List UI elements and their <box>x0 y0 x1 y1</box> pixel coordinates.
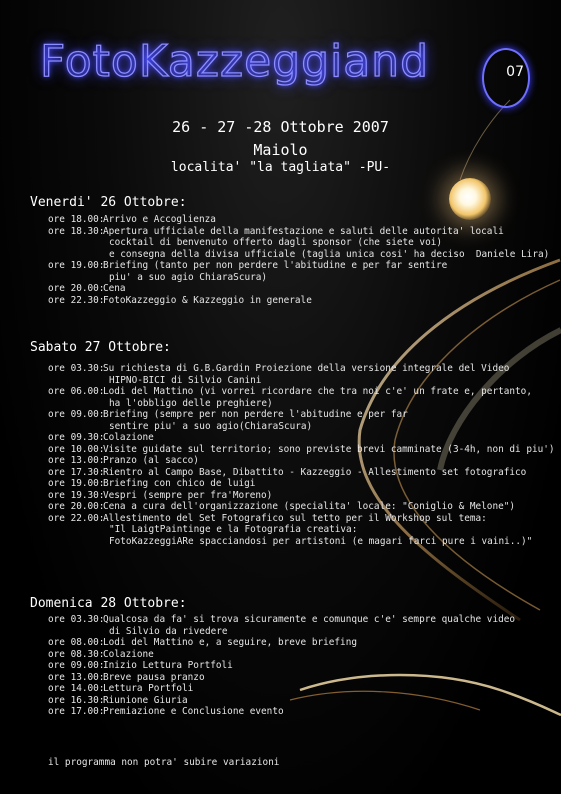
row-desc: HIPNO-BICI di Silvio Canini <box>109 374 262 386</box>
row-desc: e consegna della divisa ufficiale (taglia unica cosi' ha deciso Daniele Lira) <box>109 248 550 260</box>
schedule-row <box>48 363 555 375</box>
row-time: ore 22.30: <box>48 294 105 306</box>
schedule-row <box>48 398 555 410</box>
row-time: ore 14.00: <box>48 683 105 694</box>
schedule-row <box>48 649 515 661</box>
schedule-row <box>48 295 549 307</box>
schedule-row <box>48 444 555 456</box>
schedule-row <box>48 409 555 421</box>
row-desc: Rientro al Campo Base, Dibattito - Kazzeggio - Allestimento set fotografico <box>103 466 527 478</box>
schedule-row <box>48 237 549 249</box>
row-time: ore 19.00: <box>48 260 105 271</box>
row-time <box>48 524 103 536</box>
day-title-friday: Venerdi' 26 Ottobre: <box>30 195 187 210</box>
row-desc: Lettura Portfoli <box>103 683 194 694</box>
logo-year: 07 <box>506 64 524 80</box>
row-time: ore 20.00: <box>48 283 105 294</box>
row-desc: Apertura ufficiale della manifestazione e saluti delle autorita' locali <box>103 225 504 237</box>
row-desc: Cena <box>103 283 126 294</box>
event-place: Maiolo <box>253 141 308 159</box>
row-time: ore 20.00: <box>48 501 105 512</box>
logo-text: FotoKazzeggiand <box>40 36 429 87</box>
row-desc: Riunione Giuria <box>103 694 188 706</box>
row-time: ore 09.00: <box>48 660 105 671</box>
row-desc: FotoKazzeggiARe spacciandosi per artistoni (e magari farci pure i vaini..)" <box>109 535 533 547</box>
row-time <box>48 626 103 638</box>
schedule-row <box>48 272 549 284</box>
row-time: ore 13.00: <box>48 671 105 683</box>
schedule-row <box>48 695 515 707</box>
row-desc: di Silvio da rivedere <box>109 625 228 637</box>
schedule-row <box>48 683 515 695</box>
schedule-row <box>48 478 555 490</box>
schedule-row <box>48 386 555 398</box>
schedule-row <box>48 536 555 548</box>
row-time: ore 16.30: <box>48 694 105 706</box>
row-time <box>48 421 103 433</box>
schedule-row <box>48 467 555 479</box>
event-locality: localita' "la tagliata" -PU- <box>170 160 391 175</box>
schedule-sunday <box>48 614 515 718</box>
row-time <box>48 237 103 249</box>
schedule-row <box>48 524 555 536</box>
row-desc: Allestimento del Set Fotografico sul tetto per il Workshop sul tema: <box>103 512 487 524</box>
row-desc: Visite guidate sul territorio; sono previste brevi camminate (3-4h, non di piu') <box>103 443 555 455</box>
row-time <box>48 398 103 410</box>
schedule-row <box>48 490 555 502</box>
schedule-row <box>48 501 555 513</box>
schedule-row <box>48 375 555 387</box>
row-time: ore 18.30: <box>48 225 105 237</box>
schedule-row <box>48 513 555 525</box>
row-time: ore 19.00: <box>48 478 105 489</box>
schedule-row <box>48 432 555 444</box>
schedule-row <box>48 637 515 649</box>
row-time: ore 06.00: <box>48 386 105 397</box>
schedule-row <box>48 455 555 467</box>
row-time: ore 18.00: <box>48 214 105 225</box>
schedule-row <box>48 706 515 718</box>
row-desc: Breve pausa pranzo <box>103 671 205 683</box>
row-time: ore 22.00: <box>48 512 105 524</box>
event-logo <box>40 30 530 110</box>
schedule-row <box>48 672 515 684</box>
row-time: ore 17.00: <box>48 706 105 717</box>
schedule-row <box>48 283 549 295</box>
row-time <box>48 375 103 387</box>
row-desc: Briefing con chico de luigi <box>103 478 256 489</box>
row-desc: piu' a suo agio ChiaraScura) <box>109 271 268 283</box>
footer-note: il programma non potra' subire variazioni <box>48 757 280 768</box>
schedule-row <box>48 226 549 238</box>
row-time: ore 09.30: <box>48 432 105 443</box>
row-desc: FotoKazzeggio & Kazzeggio in generale <box>103 294 312 306</box>
row-time <box>48 272 103 284</box>
schedule-row <box>48 421 555 433</box>
row-time: ore 19.30: <box>48 489 105 501</box>
row-desc: Inizio Lettura Portfoli <box>103 660 233 671</box>
schedule-row <box>48 214 549 226</box>
schedule-row <box>48 260 549 272</box>
event-dates: 26 - 27 -28 Ottobre 2007 <box>172 118 389 136</box>
day-title-sunday: Domenica 28 Ottobre: <box>30 596 187 611</box>
row-desc: Su richiesta di G.B.Gardin Proiezione della versione integrale del Video <box>103 363 510 374</box>
schedule-row <box>48 614 515 626</box>
row-desc: Briefing (tanto per non perdere l'abitudine e per far sentire <box>103 260 448 271</box>
row-desc: cocktail di benvenuto offerto dagli sponsor (che siete voi) <box>109 237 443 248</box>
row-time <box>48 249 103 261</box>
row-desc: ha l'obbligo delle preghiere) <box>109 397 273 409</box>
row-desc: Colazione <box>103 432 154 443</box>
row-desc: Arrivo e Accoglienza <box>103 214 216 225</box>
row-desc: Qualcosa da fa' si trova sicuramente e comunque c'e' sempre qualche video <box>103 614 516 625</box>
day-title-saturday: Sabato 27 Ottobre: <box>30 340 171 355</box>
row-time: ore 03.30: <box>48 363 105 374</box>
schedule-row <box>48 249 549 261</box>
row-time: ore 08.00: <box>48 637 105 648</box>
row-desc: Lodi del Mattino (vi vorrei ricordare che tra noi c'e' un frate e, pertanto, <box>103 386 532 397</box>
row-desc: Premiazione e Conclusione evento <box>103 706 284 717</box>
row-time: ore 09.00: <box>48 409 105 420</box>
schedule-row <box>48 660 515 672</box>
schedule-friday <box>48 214 549 306</box>
row-time: ore 03.30: <box>48 614 105 625</box>
row-time: ore 17.30: <box>48 466 105 478</box>
row-time: ore 13.00: <box>48 455 105 466</box>
row-desc: sentire piu' a suo agio(ChiaraScura) <box>109 420 313 432</box>
row-time: ore 10.00: <box>48 443 105 455</box>
row-time <box>48 536 103 548</box>
row-desc: Colazione <box>103 648 154 660</box>
row-desc: Briefing (sempre per non perdere l'abitudine e per far <box>103 409 408 420</box>
row-time: ore 08.30: <box>48 648 105 660</box>
row-desc: "Il LaigtPaintinge e la Fotografia creativa: <box>109 524 358 535</box>
row-desc: Vespri (sempre per fra'Moreno) <box>103 489 273 501</box>
schedule-saturday <box>48 363 555 547</box>
schedule-row <box>48 626 515 638</box>
row-desc: Lodi del Mattino e, a seguire, breve briefing <box>103 637 357 648</box>
row-desc: Pranzo (al sacco) <box>103 455 199 466</box>
row-desc: Cena a cura dell'organizzazione (specialita' locale: "Coniglio & Melone") <box>103 501 516 512</box>
